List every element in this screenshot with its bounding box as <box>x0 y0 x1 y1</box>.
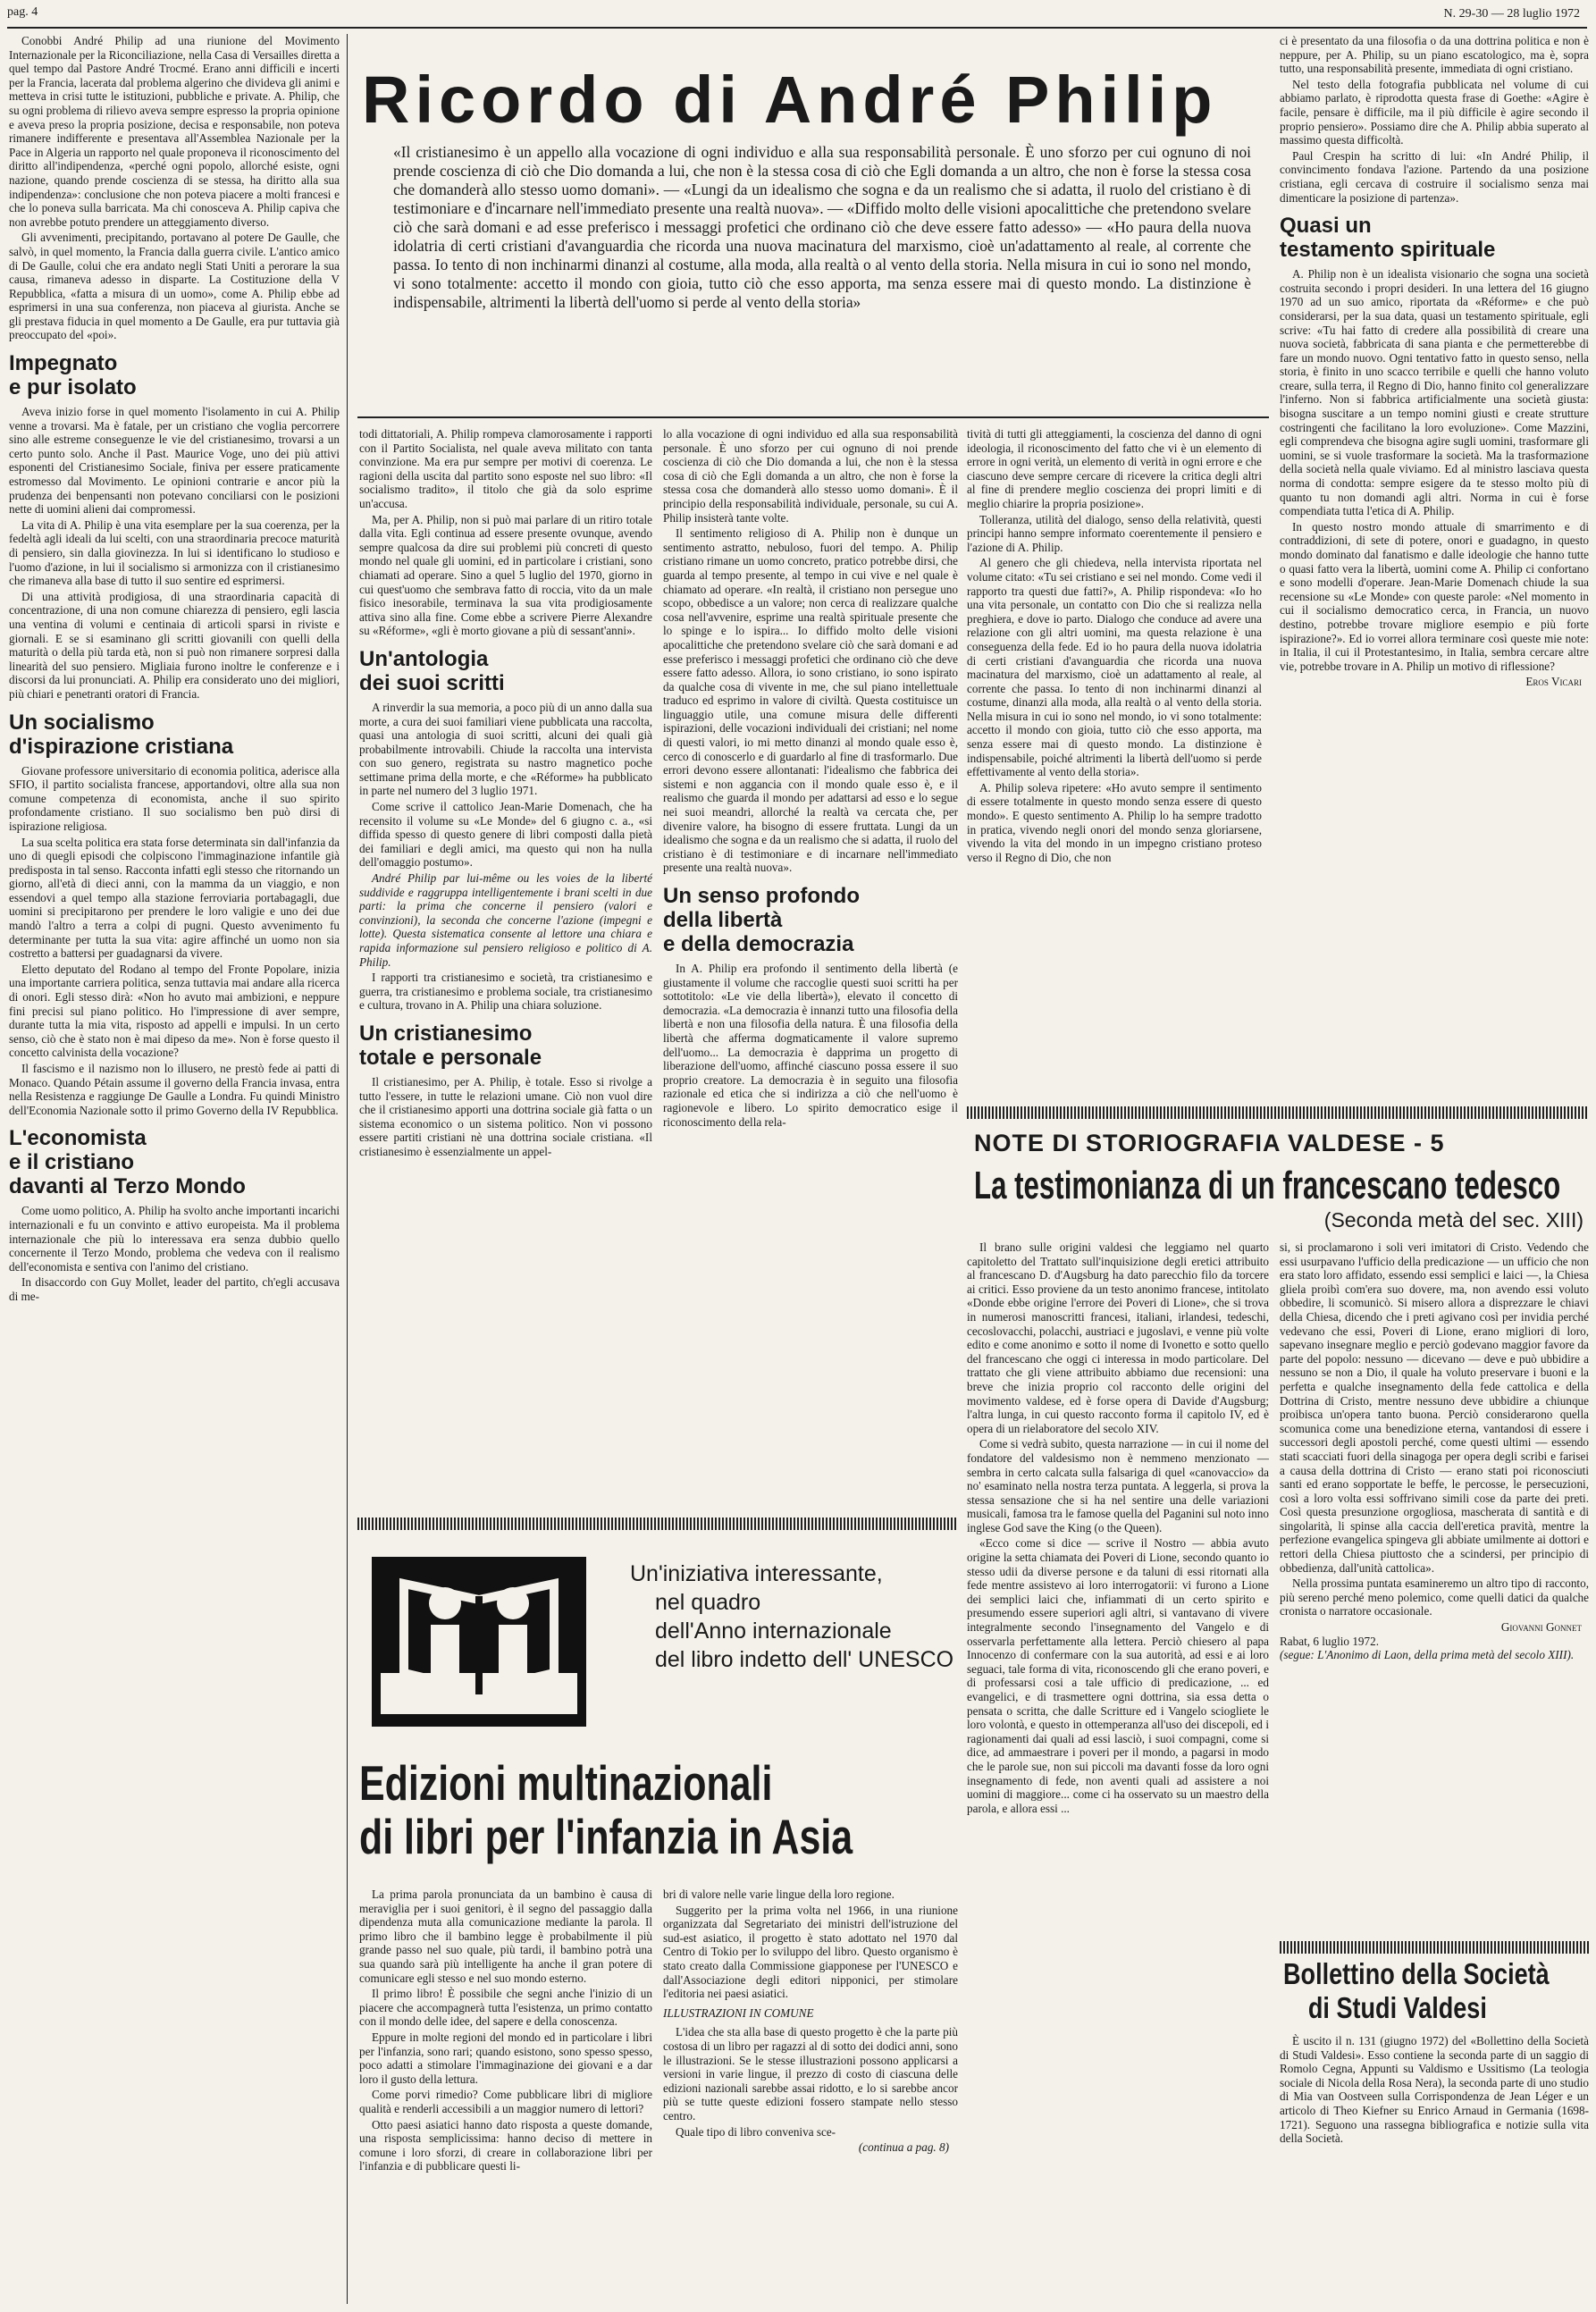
col5-paragraph: Paul Crespin ha scritto di lui: «In André Philip, il convincimento fondava l'azione. Partendo da una posizione cristiana, egli cercava di costruire il socialismo senza mai dimenticare la posizione di partenza». <box>1280 148 1589 205</box>
col2-paragraph: I rapporti tra cristianesimo e società, tra cristianesimo e guerra, tra cristianesimo e problema sociale, tra cristianesimo e cultura, trovano in A. Philip una chiara soluzione. <box>359 971 652 1013</box>
col1-paragraph: Conobbi André Philip ad una riunione del Movimento Internazionale per la Riconciliazione, nella Casa di Versailles diretta a quel tempo dal Pastore André Trocmé. Erano anni difficili e incerti per la Francia, lacerata dal problema algerino che divideva gli animi e metteva in crisi tutte le istituzioni, pubbliche e private. A. Philip, che su ogni problema di rilievo aveva sempre espresso la propria opinione e aveva preso la propria posizione, decisa e responsabile, non poteva rimanere indifferente e presentava all'Assemblea Nazionale per la Pace in Algeria un rapporto nel quale proponeva il riconoscimento del diritto all'indipendenza, «perché ogni popolo, allorché esiste, ogni nazione, quando prende coscienza di se stessa, ha diritto alla sua indipendenza»: conclusione che non poteva piacere a molti francesi e che lo poneva sulla barricata. Ma chi conosceva A. Philip capiva che non avrebbe potuto prendere un atteggiamento diverso. <box>9 34 340 229</box>
unesco-paragraph: Quale tipo di libro conveniva sce- <box>676 2124 836 2139</box>
column-divider <box>347 34 348 2304</box>
column-2 <box>359 427 652 1504</box>
note-column-2 <box>1280 1240 1589 1920</box>
col1-paragraph: La sua scelta politica era stata forse determinata sin dall'infanzia da uno di quegli episodi che colpiscono l'immaginazione infantile già predisposta in tal senso. Racconta infatti egli stesso che ritornando un giorno, all'età di dieci anni, con la mamma da un viaggio, e non essendovi a quel tempo alla stazione ferroviaria portabagagli, due uomini si precipitarono per prendere le loro valigie e uno dei due mandò l'altro a terra a colpi di pugni. Questo avvenimento fu determinante per tutta la sua vita: agire affinché un uomo non sia costretto a battersi per guadagnarsi da vivere. <box>9 835 340 961</box>
col2-paragraph: Il cristianesimo, per A. Philip, è totale. Esso si rivolge a tutto l'essere, in tutte le relazioni umane. Ciò non vuol dire che il cristianesimo apporti una dottrina sociale già fatta o un sistema economico o un sistema politico. Non vi possono essere partiti cristiani nè una dottrina sociale cristiana. «Il cristianesimo è essenzialmente un appel- <box>359 1074 652 1158</box>
intro-rule <box>357 416 1269 418</box>
col5-paragraph: In questo nostro mondo attuale di smarrimento e di contraddizioni, di sete di potere, onori e guadagno, in questo mondo dominato dal fanatismo e dalle ideologie che hanno tutte o quasi fatto vera la libertà, uomini come A. Philip ci confortano e sono modelli d'operare. Jean-Marie Domenach chiude la sua recensione su «Le Monde» con queste parole: «Nel momento in cui il socialismo democratico cerca, in Francia, un nuovo destino, potrebbe trovare migliore esempio e più forte ispirazione?». Ed io vorrei allora terminare così queste mie note: in Italia, il cui il Protestantesimo, in Italia, sembra cercare altre vie, potrebbe trovare in A. Philip un motivo di riflessione? <box>1280 519 1589 673</box>
col2-paragraph: Ma, per A. Philip, non si può mai parlare di un ritiro totale dalla vita. Egli continua ad essere presente ovunque, avendo sempre qualcosa da dire sui problemi più concreti di questo mondo nel quale gli uomini, ed in particolare i cristiani, sono chiamati ad operare. Sino a quel 5 luglio del 1970, giorno in cui quest'uomo che sembrava fatto di roccia, vito da un male fisico inesorabile, terminava la sua vita prodigiosamente attiva sino alla fine. Come ebbe a scrivere Pierre Alexandre su «Réforme», «gli è morto giovane a più di sessant'anni». <box>359 512 652 638</box>
col3-paragraph: Il sentimento religioso di A. Philip non è dunque un sentimento astratto, nebuloso, fuori del tempo. A. Philip cristiano rimane un uomo concreto, pratico potrebbe dirsi, che guarda al tempo presente, al tempo in cui vive e nel quale è chiamato ad operare. «In realtà, il cristiano non persegue uno scopo, obbedisce a un valore; non cerca di realizzare qualche cosa nell'avvenire, esprime una realtà spirituale presente che lo spinge e lo ispira... Io diffido molto delle visioni apocalittiche che pretendono svelare ciò che sarà domani e ad esse preferisco i messaggi profetici che ordinano ciò che deve essere fatto adesso. Allora, io sono cristiano, io sono ispirato da qualche cosa di vivente in me, che sul piano intellettuale traduco ed esprimo in valore di civiltà. Questa costituisce un linguaggio utile, una comune misura delle differenti ispirazioni, delle vocazioni individuali dei cristiani; nel nome di questi valori, io mi metto dinanzi al mondo quale esso è, cerco di conoscerlo e di guardarlo al fine di trasformarlo. Due errori devono essere allontanati: l'idealismo che fabbrica dei sistemi e non aggancia con il mondo quale esso è, e il realismo che guarda il mondo per adattarsi ad esso e lo segue nei suoi meandri, allorché la realtà va cercata che, per divenire valore, ha bisogno di essere fruttata. Lungi da un idealismo che sogna e da un realismo che si adatta, il ruolo del cristiano è di testimoniare e di incarnare nell'immediato presente una realtà nuova». <box>663 526 958 875</box>
col1-paragraph: Eletto deputato del Rodano al tempo del Fronte Popolare, inizia una importante carriera politica, senza tuttavia mai andare alla ricerca di onori. Egli stesso dirà: «Non ho avuto mai ambizioni, e neppure fini precisi sul piano politico. Ho l'impressione di aver sempre, durante tutta la mia vita, risposto ad appelli e impulsi. In un certo senso, ciò che è stato non è mai dipeso da me». Non è forse questo il concetto calvinista della vocazione? <box>9 962 340 1060</box>
note-paragraph: «Ecco come si dice — scrive il Nostro — abbia avuto origine la setta chiamata dei Poveri di Lione, secondo quanto io stesso udii da diverse persone e da taluni di essi ritornati alla fede mentre assistevo ai loro interrogatorii: vi furono a Lione dei semplici laici che, infiammati di un certo spirito e presumendo essere superiori agli altri, si vantavano di vivere integralmente secondo l'insegnamento del Vangelo e di osservarla perfettamente alla lettera. Perciò chiesero al papa Innocenzo di confermare con la sua autorità, ad essi e ai loro seguaci, tale forma di vita, riconoscendo gli che erano poveri, e di professarsi cosi a tale ufficio di predicazione, ... ed evangelici, e di trasmettere ogni dottrina, sia essa detta o pensata o scritta, che dalle Scritture ed i Vangelo sciogliete le loro volontà, e questo in ottemperanza all'uso dei discepoli, ed i ragionamenti dai quali ad essi lasciò, i suoi compagni, come si dice, ad ammaestrare i poveri per il mondo, a pagarsi in modo che le parole sue, non sui piccoli ma davanti fosse da loro ogni insegnamento di fede, non aventi quali ad assistere a noi uomini di maggiore... come ci ha osservato su un maestro della parola, e allora essi ... <box>967 1536 1269 1815</box>
subheading-liberta: Un senso profondo della libertà e della democrazia <box>663 884 860 956</box>
col2-paragraph: A rinverdir la sua memoria, a poco più di un anno dalla sua morte, a cura dei suoi familiari viene pubblicata una raccolta, quasi una antologia di suoi scritti, alcuni dei quali già probabilmente introvabili. Chiude la raccolta una intervista con suo genero, registrata su nastro magnetico poche settimane prima della morte, e che «Réforme» ha pubblicato in parte nel numero del 3 luglio 1971. <box>359 700 652 798</box>
subheading-economista: L'economista e il cristiano davanti al Terzo Mondo <box>9 1126 246 1199</box>
subheading-socialismo: Un socialismo d'ispirazione cristiana <box>9 710 234 759</box>
note-signature: Giovanni Gonnet <box>1500 1620 1582 1635</box>
note-column-1 <box>967 1240 1269 2304</box>
col5-paragraph: ci è presentato da una filosofia o da una dottrina politica e non è neppure, per A. Philip, su un piano escatologico, ma è, sopra tutto, una responsabilità presente, immediata di ogni cristiano. <box>1280 34 1589 76</box>
col5-paragraph: A. Philip non è un idealista visionario che sogna una società costruita secondo i propri desideri. In una lettera del 16 giugno 1970 ad un suo amico, riportata da «Réforme» e che può considerarsi, per la sua data, quasi un testamento spirituale, egli scrive: «Tu hai fatto di credere alla possibilità di creare una nuova società, fabbricata di sana pianta e che permetterebbe di fare un mondo nuovo. Ogni tentativo fatto in questo senso, nella storia, è finito in uno scacco terribile e quelli che hanno voluto creare, sulla terra, il Regno di Dio, hanno finito col generalizzare l'inferno. Non si fabbrica artificialmente una società giusta: bisogna suscitare a un tempo nomini giusti e create strutture costringenti che facilitano la loro evoluzione». Come Mazzini, egli comprendeva che bisogna agire sugli uomini, trasformare gli uomini, se si vuole trasformare la società. Ma la trasformazione della società nella quale viviamo. Ed al ministro lasciava questa norma di condotta: sempre esigere da te stesso molto più di quanto tu non domandi agli altri. Norma in cui è forse compendiata tutta l'etica di A. Philip. <box>1280 267 1589 518</box>
continued-note: (continua a pag. 8) <box>858 2140 949 2155</box>
note-place-date: Rabat, 6 luglio 1972. <box>1280 1634 1379 1648</box>
issue-date: N. 29-30 — 28 luglio 1972 <box>1443 7 1580 21</box>
note-paragraph: Nella prossima puntata esamineremo un altro tipo di racconto, più sereno perché meno polemico, come quelli datici da qualche cronista o narratore occasionale. <box>1280 1576 1589 1618</box>
unesco-book-year-logo <box>372 1557 586 1727</box>
unesco-intro: Un'iniziativa interessante, nel quadro dell'Anno internazionale del libro indetto dell' UNESCO <box>630 1561 954 1672</box>
column-1 <box>9 34 340 2306</box>
col4-paragraph: Al genero che gli chiedeva, nella intervista riportata nel volume citato: «Tu sei cristiano e sei nel mondo. Come vedi il rapporto tra questi due fatti?», A. Philip rispondeva: «Io ho una vita personale, un contatto con Dio che si realizza nella preghiera, e dove io parto. Dialogo che conduce ad avere una relazione con gli altri uomini, ma questa relazione è una conseguenza della fede. Ed io ho paura della nuova idolatria di certi cristiani d'avanguardia che ricorda una nuova macinatura del marxismo, cioè un adattamento al reale, al corrente che passa. Io tento di non inchinarmi dinanzi al costume, dinanzi alla moda, alla realtà o al vento della storia. Nella misura in cui io sono nel mondo, io vi sono totalmente: accetto il mondo con gioia, tutto ciò che esso apporta, ma senza essere mai di questo mondo. La distinzione è indispensabile, poiché altrimenti la libertà dell'uomo si perde effettivamente al vento della storia». <box>967 556 1262 779</box>
col1-paragraph: Giovane professore universitario di economia politica, aderisce alla SFIO, il partito socialista francese, apportandovi, oltre alla sua non comune competenza di economista, anche il suo spirito profondamente cristiano. Il suo socialismo ben può dirsi di ispirazione religiosa. <box>9 763 340 833</box>
author-signature: Eros Vicari <box>1525 675 1582 689</box>
unesco-paragraph: bri di valore nelle varie lingue della loro regione. <box>663 1887 895 1901</box>
note-kicker: NOTE DI STORIOGRAFIA VALDESE - 5 <box>974 1130 1445 1156</box>
col1-paragraph: Gli avvenimenti, precipitando, portavano al potere De Gaulle, che salvò, in quel momento, la Francia dalla guerra civile. L'antico amico di De Gaulle, colui che era andato negli Stati Uniti a perorare la sua causa, rimaneva adesso in disparte. La Costituzione della V Repubblica, «fatta a misura di un uomo», come A. Philip ebbe ad esprimersi in una sua conferenza, non piaceva al giurista. Anche se gli prestava fiducia in quel momento a De Gaulle, era pur tuttavia già preoccupato del «poi». <box>9 231 340 342</box>
column-3 <box>663 427 958 1504</box>
note-title: La testimonianza di un francescano tedesco <box>974 1164 1561 1207</box>
bollettino-title: Bollettino della Società di Studi Valdesi <box>1283 1957 1550 2024</box>
subheading-impegnato: Impegnato e pur isolato <box>9 351 137 400</box>
col3-paragraph: lo alla vocazione di ogni individuo ed alla sua responsabilità personale. È uno sforzo per cui ognuno di noi prende coscienza di ciò che Dio domanda a lui, che non è la stessa cosa di ciò che Egli domanda a un altro, che non è forse la stessa cosa che domanderà allo stesso uomo domani». È il principio della responsabilità individuale, personale, su cui A. Philip insisterà tante volte. <box>663 427 958 525</box>
col4-paragraph: Tolleranza, utilità del dialogo, senso della relatività, questi principi hanno sempre informato coerentemente il pensiero e l'azione di A. Philip. <box>967 512 1262 554</box>
col1-paragraph: In disaccordo con Guy Mollet, leader del partito, ch'egli accusava di me- <box>9 1275 340 1303</box>
unesco-paragraph: L'idea che sta alla base di questo progetto è che la parte più costosa di un libro per ragazzi al di sotto dei dodici anni, sono le illustrazioni. Se le stesse illustrazioni possono applicarsi a versioni in varie lingue, il prezzo di costo di ciascuna delle edizioni nazionali sarebbe assai ridotto, e lo si sarebbe ancor più se tutte queste edizioni fossero stampate nello stesso centro. <box>663 2025 958 2123</box>
col3-paragraph: In A. Philip era profondo il sentimento della libertà (e giustamente il volume che raccoglie questi suoi scritti ha per sottotitolo: «Le vie della libertà»), elevato il concetto di democrazia. «La democrazia è innanzi tutto una filosofia della libertà e non una filosofia della natura. È una filosofia della libertà che afferma dogmaticamente il valore supremo dell'uomo... La democrazia è dapprima un progetto di liberazione dell'uomo, affinché ciascuno possa essere il suo proprio creatore. La democrazia è in seguito una filosofia razionale ed etica che si indirizza a ciò che nell'uomo è ragionevole e libero. Lo spirito democratico esige il riconoscimento della rela- <box>663 962 958 1129</box>
note-paragraph: Come si vedrà subito, questa narrazione — in cui il nome del fondatore del valdesismo non è nemmeno menzionato — sembra in certo calcata sulla falsariga di quel «canovaccio» da no' esaminato nella nostra terza puntata. A leggerla, si prova la stessa sensazione che si ha nel sentire una delle variazioni musicali, famosa tra le famose quella del Paganini sul noto inno inglese God save the King (o the Queen). <box>967 1437 1269 1534</box>
subheading-testamento: Quasi un testamento spirituale <box>1280 214 1496 263</box>
col1-paragraph: Di una attività prodigiosa, di una straordinaria capacità di concentrazione, di una non comune chiarezza di pensiero, egli lascia una ventina di volumi e centinaia di articoli sparsi in riviste e giornali. E se si esaminano gli scritti giovanili con quelli della maturità o della più tarda età, non si può non rimanere sorpresi dalla linearità del suo pensiero. Migliaia furono inoltre le conferenze e i discorsi da lui pronunciati. A. Philip era considerato uno dei migliori, più chiari e penetranti oratori di Francia. <box>9 589 340 701</box>
hatch-rule-mid <box>357 1518 958 1530</box>
col1-paragraph: La vita di A. Philip è una vita esemplare per la sua coerenza, per la fedeltà agli ideali da lui scelti, con una straordinaria precoce maturità di pensiero, sin dalla giovinezza. In lui si identificano lo studioso e l'uomo d'azione, in lui il socialismo si armonizza con il cristianesimo che rimaneva alla base di tutto il suo sentire ed esprimersi. <box>9 517 340 588</box>
hatch-rule-top <box>967 1106 1589 1119</box>
bollettino-text: È uscito il n. 131 (giugno 1972) del «Bollettino della Società di Studi Valdesi». Esso contiene la seconda parte di un saggio di Romolo Cegna, Appunti su Valdismo e Ussitismo (La teologia sociale di Nicola della Rosa Nera), la seconda parte di uno studio di Mia van Oostveen sulla Corrispondenza de Jean Léger e un articolo di Theo Kiefner su Enrico Arnaud in Germania (1698-1721). Seguono una rassegna bibliografica e notizie sulla vita della Società. <box>1280 2034 1589 2146</box>
column-5 <box>1280 34 1589 1102</box>
article-title: Ricordo di André Philip <box>362 63 1218 137</box>
unesco-column-1 <box>359 1887 652 2304</box>
unesco-paragraph: Il primo libro! È possibile che segni anche l'inizio di un piacere che accompagnerà tutta l'esistenza, un primo contatto con il mondo delle idee, del sapere e della conoscenza. <box>359 1987 652 2029</box>
page-number: pag. 4 <box>7 5 38 19</box>
col4-paragraph: tività di tutti gli atteggiamenti, la coscienza del danno di ogni ideologia, il riconoscimento del fatto che vi è un elemento di errore in ogni verità, un elemento di verità in ogni errore e che ciascuno deve sempre cercare di ricevere la critica degli altri al fine di prendere meglio coscienza dei propri limiti e di meglio chiarire la propria posizione». <box>967 427 1262 510</box>
subheading-totale: Un cristianesimo totale e personale <box>359 1021 542 1070</box>
unesco-title: Edizioni multinazionali di libri per l'infanzia in Asia <box>359 1755 853 1864</box>
unesco-paragraph: La prima parola pronunciata da un bambino è causa di meraviglia per i suoi genitori, è il segno del passaggio dalla dipendenza muta alla comunicazione mediante la parola. Il primo libro che il bambino legge è probabilmente il più grande passo nel suo quale, più tardi, il bambino potrà una sua quando sarà più intelligente ha anche il gran potere di comunicare egli stesso e nel suo mondo esterno. <box>359 1887 652 1985</box>
note-subtitle: (Seconda metà del sec. XIII) <box>1323 1208 1583 1232</box>
subheading-antologia: Un'antologia dei suoi scritti <box>359 646 505 695</box>
unesco-paragraph: Come porvi rimedio? Come pubblicare libri di migliore qualità e renderli accessibili a un maggior numero di lettori? <box>359 2088 652 2115</box>
hatch-rule-bottom <box>1280 1941 1589 1954</box>
unesco-subheading: ILLUSTRAZIONI IN COMUNE <box>663 2005 814 2020</box>
col1-paragraph: Come uomo politico, A. Philip ha svolto anche importanti incarichi internazionali e fu un convinto e attivo europeista. Ma il problema internazionale che più lo interessava era senza dubbio quello concernente il Terzo Mondo, problema che vedeva con il realismo dell'economista e sentiva con l'animo del cristiano. <box>9 1204 340 1274</box>
col2-paragraph: Come scrive il cattolico Jean-Marie Domenach, che ha recensito il volume su «Le Monde» del 6 giugno c. a., «si diffida spesso di questo genere di libri composti dalla pietà dei familiari e degli amici, ma questo qui non ha nulla dell'omaggio postumo». <box>359 800 652 870</box>
col5-paragraph: Nel testo della fotografia pubblicata nel volume di cui abbiamo parlato, è riprodotta questa frase di Goethe: «Agire è facile, pensare è difficile, ma il più difficile è agire secondo il proprio pensiero». Possiamo dire che A. Philip abbia superato al massimo questa difficoltà. <box>1280 77 1589 147</box>
unesco-paragraph: Otto paesi asiatici hanno dato risposta a queste domande, una risposta semplicissima: hanno deciso di mettere in comune i loro sforzi, di creare in collaborazione libri per l'infanzia e di pubblicare questi li- <box>359 2117 652 2173</box>
col1-paragraph: Aveva inizio forse in quel momento l'isolamento in cui A. Philip venne a trovarsi. Ma è fatale, per un cristiano che voglia percorrere sino alle estreme conseguenze le vie del cristianesimo, trovarsi a un certo punto solo. Anche il Past. Maurice Voge, uno dei più attivi esponenti del Cristianesimo Sociale, finiva per essere praticamente estromesso dal Movimento. Le opinioni contrarie e ancor più la prudenza dei benpensanti non potevano conciliarsi con le posizioni nette di uomini alieni dai compromessi. <box>9 405 340 517</box>
note-paragraph: si, si proclamarono i soli veri imitatori di Cristo. Vedendo che essi usurpavano l'ufficio della predicazione — un ufficio che non era stato loro affidato, essendo essi semplici e laici —, la Chiesa gliela proibì com'era suo dovere, ma, non avendo essi voluto obbedire, li scomunicò. Si misero allora a disprezzare le chiavi della Chiesa, dicendo che i preti agivano così per invidia perché vedevano che essi, Poveri di Lione, erano migliori di loro, sapevano insegnare meglio e perciò godevano maggior favore da parte del popolo: nessuno — dicevano — deve e può ubbidire a nessuno se non a Dio, il quale ha voluto preservare i buoni e la perfetta e qualche insegnamento della fede cattolica e della Dottrina di Cristo, mentre nessuno deve ubbidire a chiunque proibisca un'opera tanto buona. Perciò considerarono quella scomunica come una benedizione eterna, vantandosi di essere i successori degli apostoli perché, come questi ultimi — essendo stati scacciati fuori della sinagoga per opera degli scribi e farisei a causa della dottrina di Cristo — erano stati poi riconosciuti santi ed erano sopportate le beffe, le percosse, le persecuzioni, così a loro volta essi soffrivano simili cose da parte dei preti. Così questa presunzione orgogliosa, mascherata di santità e di singolarità, li spinse alla caccia dell'eretica pravità, mentre la perfezione evangelica spingeva gli abbiate umilmente ai dottori e rettori della Chiesa piuttosto che a scindersi, per principio di obbedienza, dall'unità cattolica». <box>1280 1240 1589 1575</box>
col2-paragraph: André Philip par lui-même ou les voies de la liberté suddivide e raggruppa intelligentemente i brani scelti in due parti: la prima che concerne il pensiero (valori e convinzioni), la seconda che concerne l'azione (impegni e lotte). Questa sistematica consente al lettore una chiara e rapida informazione sul pensiero religioso e politico di A. Philip. <box>359 871 652 969</box>
top-rule <box>7 27 1587 29</box>
unesco-paragraph: Eppure in molte regioni del mondo ed in particolare i libri per l'infanzia, sono rari; quando esistono, sono spesso spesso, poco adatti a stimolare l'immaginazione dei giovani e a dar loro il gusto della lettura. <box>359 2030 652 2086</box>
intro-quote: «Il cristianesimo è un appello alla vocazione di ogni individuo e alla sua responsabilità personale. È uno sforzo per cui ognuno di noi prende coscienza di ciò che Dio domanda a lui, che non è la stessa cosa di ciò che Egli domanda a un altro, che non è forse la stessa cosa che domanderà allo stesso uomo domani». — «Lungi da un idealismo che sogna e da un realismo che si adatta, il ruolo del cristiano è di testimoniare e d'incarnare nell'immediato presente una realtà nuova». — «Diffido molto delle visioni apocalittiche che pretendono svelare ciò che sarà domani e ad esse preferisco i messaggi profetici che ordinano ciò che deve essere fatto adesso» — «Ho paura della nuova idolatria di certi cristiani d'avanguardia che ricorda una nuova macinatura del marxismo, cioè un'adattamento al reale, al corrente che passa. Io tento di non inchinarmi dinanzi al costume, alla moda, alla realtà o al vento della storia. Nella misura in cui io sono nel mondo, vi sono totalmente: accetto il mondo con gioia, tutto ciò che esso apporta, ma senza essere mai di questo mondo. La distinzione è indispensabile, altrimenti la libertà dell'uomo si perde al vento della storia» <box>393 143 1251 311</box>
note-continuation: (segue: L'Anonimo di Laon, della prima metà del secolo XIII). <box>1280 1648 1575 1662</box>
unesco-paragraph: Suggerito per la prima volta nel 1966, in una riunione organizzata dal Segretariato dei ministri dell'istruzione del sud-est asiatico, il progetto è stato adottato nel 1970 dal Centro di Tokio per lo sviluppo del libro. Questo organismo è stato creato dalla Commissione giapponese per l'UNESCO e dall'Associazione degli editori nipponici, per stimolare l'editoria nei paesi asiatici. <box>663 1903 958 2001</box>
note-paragraph: Il brano sulle origini valdesi che leggiamo nel quarto capitoletto del Trattato sull'inquisizione degli eretici attribuito al francescano D. d'Augsburg ha dato parecchio filo da torcere ai critici. Esso proviene da un testo anonimo francese, intitolato «Donde ebbe origine l'errore dei Poveri di Lione», che si trova in numerosi manoscritti francesi, italiani, irlandesi, tedeschi, cecoslovacchi, polacchi, austriaci e jugoslavi, e venne più volte edito e come anonimo e sotto il nome di Ivonetto e sotto quello del francescano che oggi ci interessa in modo particolare. Del trattato che gli viene attribuito abbiamo due recensioni: una breve che inizia proprio col racconto delle origini del movimento valdese, ed è forse opera di Davide d'Augsburg; l'altra lunga, in cui questo racconto forma il capitolo IV, ed è opera di un rielaboratore del secolo XIV. <box>967 1240 1269 1435</box>
col4-paragraph: A. Philip soleva ripetere: «Ho avuto sempre il sentimento di essere totalmente in questo mondo senza essere di questo mondo». E questo sentimento A. Philip lo ha sempre tradotto in pratica, vivendo negli onori del mondo senza gloriarsene, vivendo la vita del mondo in un impegno cristiano proteso verso il Regno di Dio, che non <box>967 780 1262 864</box>
col1-paragraph: Il fascismo e il nazismo non lo illusero, ne prestò fede ai patti di Monaco. Quando Pétain assume il governo della Francia invasa, entra nella Resistenza e raggiunge De Gaulle a Londra. Fu quindi Ministro dell'Economia Nazionale sotto il primo Governo della IV Repubblica. <box>9 1062 340 1117</box>
col2-paragraph: todi dittatoriali, A. Philip rompeva clamorosamente i rapporti con il Partito Socialista, nel quale aveva militato con tanta convinzione. Ma era pur sempre per motivi di coerenza. Le ragioni della uscita dal partito sono esposte nel suo libro: «Il socialismo tradito», il titolo che già da solo esprime un'accusa. <box>359 427 652 510</box>
unesco-column-2 <box>663 1887 958 2304</box>
